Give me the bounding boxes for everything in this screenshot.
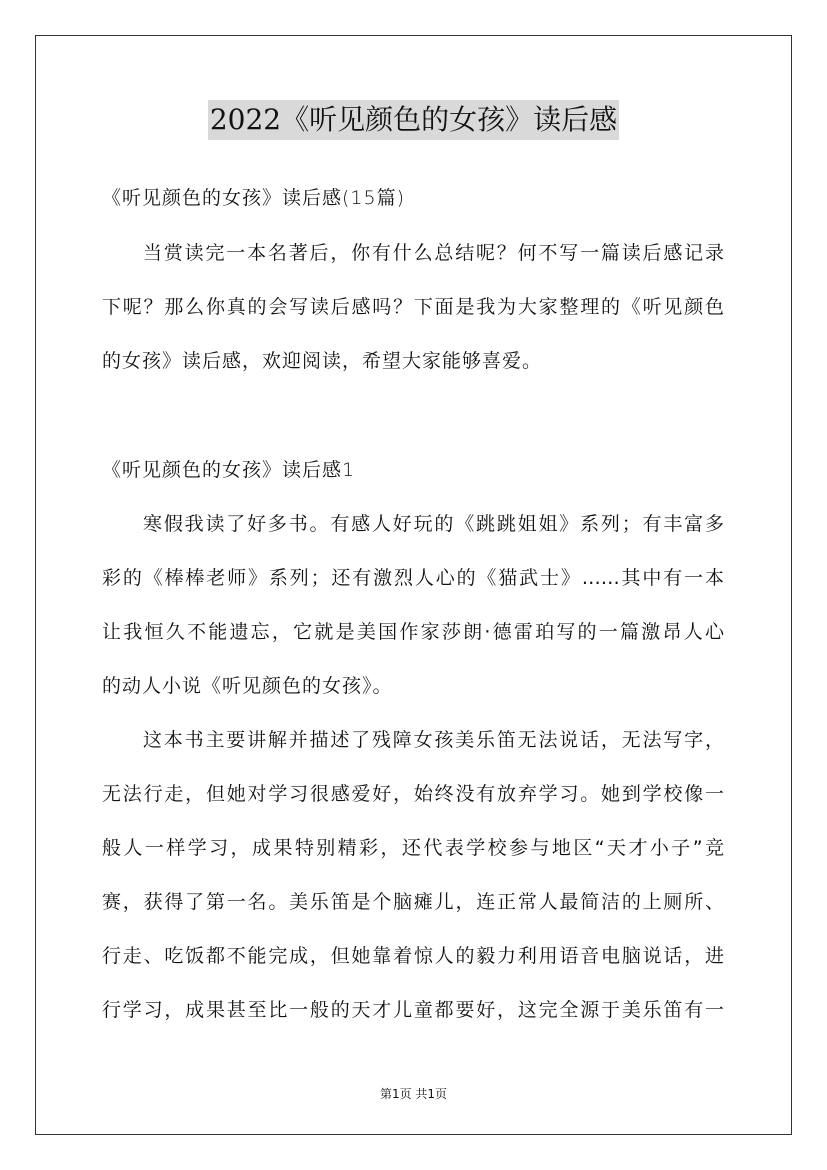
para2-line-4: 赛，获得了第一名。美乐笛是个脑瘫儿，连正常人最简洁的上厕所、 bbox=[102, 891, 724, 913]
document-subtitle: 《听见颜色的女孩》读后感(15篇) bbox=[102, 187, 406, 209]
para2-line-6: 行学习，成果甚至比一般的天才儿童都要好，这完全源于美乐笛有一 bbox=[102, 999, 724, 1021]
para1-line-1: 寒假我读了好多书。有感人好玩的《跳跳姐姐》系列；有丰富多 bbox=[143, 513, 724, 535]
para2-line-3: 般人一样学习，成果特别精彩，还代表学校参与地区“天才小子”竞 bbox=[102, 837, 724, 859]
para2-line-2: 无法行走，但她对学习很感爱好，始终没有放弃学习。她到学校像一 bbox=[102, 783, 724, 805]
page-footer: 第1页 共1页 bbox=[379, 1087, 448, 1101]
document-title: 2022《听见颜色的女孩》读后感 bbox=[208, 100, 619, 140]
para1-line-4: 的动人小说《听见颜色的女孩》。 bbox=[102, 675, 393, 697]
title-container bbox=[0, 100, 827, 140]
section-heading-1: 《听见颜色的女孩》读后感1 bbox=[102, 459, 356, 481]
para1-line-3: 让我恒久不能遗忘，它就是美国作家莎朗·德雷珀写的一篇激昂人心 bbox=[102, 621, 724, 643]
para1-line-2: 彩的《棒棒老师》系列；还有激烈人心的《猫武士》……其中有一本 bbox=[102, 567, 724, 589]
para2-line-5: 行走、吃饭都不能完成，但她靠着惊人的毅力利用语音电脑说话，进 bbox=[102, 945, 724, 967]
intro-line-1: 当赏读完一本名著后，你有什么总结呢？何不写一篇读后感记录 bbox=[143, 242, 724, 264]
intro-line-3: 的女孩》读后感，欢迎阅读，希望大家能够喜爱。 bbox=[102, 350, 543, 372]
para2-line-1: 这本书主要讲解并描述了残障女孩美乐笛无法说话，无法写字， bbox=[143, 729, 724, 751]
intro-line-2: 下呢？那么你真的会写读后感吗？下面是我为大家整理的《听见颜色 bbox=[102, 296, 724, 318]
